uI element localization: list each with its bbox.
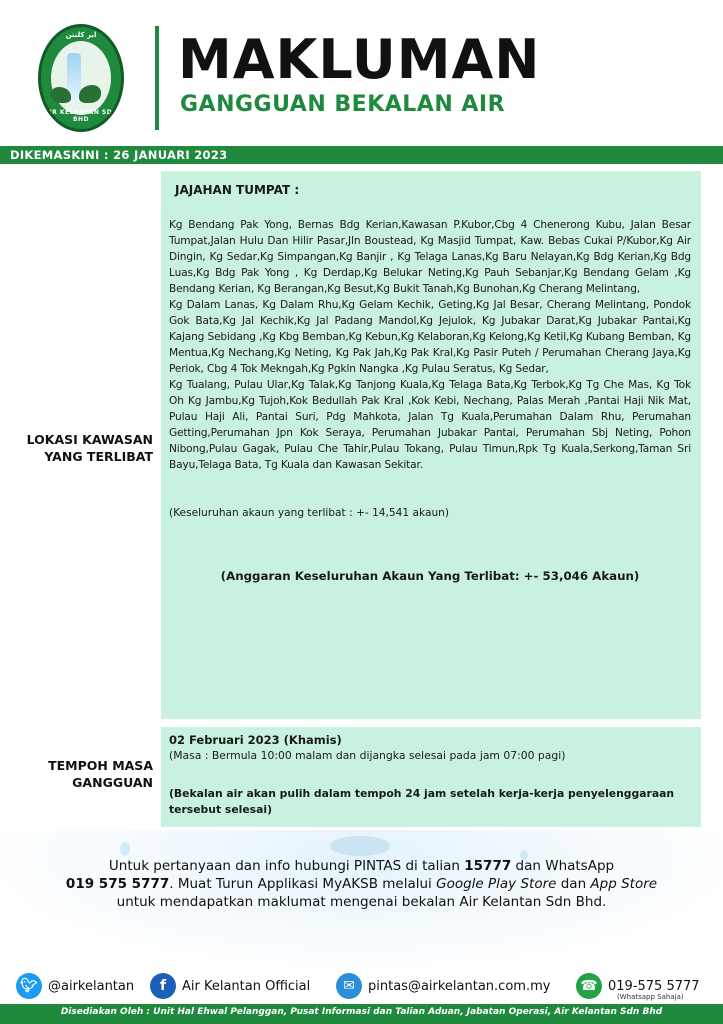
lokasi-paragraph: Kg Tualang, Pulau Ular,Kg Talak,Kg Tanjong Kuala,Kg Telaga Bata,Kg Terbok,Kg Tg Che Mas, Kg Tok Oh Kg Jambu,Kg Tujoh,Kok Bedullah Pak Kral ,Kok Kebi, Nechang, Palas Merah ,Pantai Haji Nik Mat, Pulau Haji Ali, Pantai Suri, Pdg Mahkota, Jalan Tg Kuala,Perumahan Dalam Rhu, Perumahan Getting,Perumahan Jpn Kok Seraya, Perumahan Jubakar Pantai, Perumahan Sbj Neting, Pohon Nibong,Pulau Gagak, Pulau Che Tahir,Pulau Tokang, Pulau Timun,Rpk Tg Kuala,Serkong,Taman Sri Bayu,Telaga Bata, Tg Kuala dan Kawasan Sekitar. — [169, 379, 691, 471]
footer — [0, 1004, 723, 1024]
lokasi-box — [161, 171, 701, 719]
water-drop-icon — [330, 836, 390, 856]
email-address: pintas@airkelantan.com.my — [368, 978, 551, 994]
whatsapp-only-note: (Whatsapp Sahaja) — [617, 993, 684, 1001]
google-play-text: Google Play Store — [436, 876, 557, 892]
tempoh-date: 02 Februari 2023 (Khamis) — [169, 733, 342, 747]
tempoh-note: (Bekalan air akan pulih dalam tempoh 24 jam setelah kerja-kerja penyelenggaraan tersebut selesai) — [169, 787, 675, 816]
label-tempoh: TEMPOH MASA GANGGUAN — [48, 758, 153, 790]
facebook-icon: f — [150, 973, 176, 999]
footer-credit: Disediakan Oleh : Unit Hal Ehwal Pelanggan, Pusat Informasi dan Talian Aduan, Jabatan Operasi, Air Kelantan Sdn Bhd — [60, 1007, 663, 1017]
tempoh-box — [161, 727, 701, 827]
info-text: dan — [556, 876, 591, 892]
app-store-text: App Store — [590, 876, 658, 892]
facebook-name: Air Kelantan Official — [182, 978, 311, 994]
update-bar — [0, 146, 723, 164]
air-kelantan-logo — [38, 24, 124, 132]
updated-date: DIKEMASKINI : 26 JANUARI 2023 — [10, 148, 228, 162]
contact-info — [0, 857, 723, 911]
info-text: . Muat Turun Applikasi MyAKSB melalui — [169, 876, 437, 892]
akaun-total: (Anggaran Keseluruhan Akaun Yang Terlibat: +- 53,046 Akaun) — [220, 569, 640, 583]
info-line-1 — [0, 857, 723, 875]
header — [0, 0, 723, 145]
label-lokasi: LOKASI KAWASAN YANG TERLIBAT — [26, 432, 153, 464]
twitter-icon: 🐦︎ — [16, 973, 42, 999]
email-contact[interactable] — [336, 972, 550, 1000]
twitter-contact[interactable] — [16, 972, 134, 1000]
info-line-3: untuk mendapatkan maklumat mengenai bekalan Air Kelantan Sdn Bhd. — [116, 894, 607, 910]
logo-ring-text: AIR KELANTAN SDN BHD — [44, 109, 118, 123]
lokasi-list — [169, 217, 691, 473]
facebook-contact[interactable] — [150, 972, 310, 1000]
lokasi-paragraph: Kg Bendang Pak Yong, Bernas Bdg Kerian,Kawasan P.Kubor,Cbg 4 Chenerong Kubu, Jalan Besar Tumpat,Jalan Hulu Dan Hilir Pasar,Jln Boustead, Kg Masjid Tumpat, Kaw. Bebas Cukai P/Kubor,Kg Air Dingin, Kg Sedar,Kg Simpangan,Kg Banjir , Kg Telaga Lanas,Kg Baru Nelayan,Kg Bdg Kerian,Kg Bdg Luas,Kg Bdg Pak Yong , Kg Derdap,Kg Belukar Neting,Kg Pauh Sebanjar,Kg Bendang Gelam ,Kg Bendang Kerian, Kg Berangan,Kg Besut,Kg Bukit Tanah,Kg Bunohan,Kg Cherang Melintang, — [169, 219, 691, 295]
water-drop-icon — [120, 842, 130, 856]
page-title: MAKLUMAN — [178, 28, 541, 91]
info-text: dan WhatsApp — [511, 858, 615, 874]
twitter-handle: @airkelantan — [48, 978, 135, 994]
rock-icon — [79, 85, 101, 103]
header-divider — [155, 26, 159, 130]
info-line-2 — [0, 875, 723, 893]
whatsapp-number: 019 575 5777 — [65, 876, 170, 892]
logo-arabic-text: اير کلنتن — [65, 31, 97, 39]
rock-icon — [51, 87, 71, 103]
tempoh-masa: (Masa : Bermula 10:00 malam dan dijangka selesai pada jam 07:00 pagi) — [169, 749, 566, 762]
email-icon: ✉ — [336, 973, 362, 999]
akaun-subtotal: (Keseluruhan akaun yang terlibat : +- 14,541 akaun) — [169, 507, 449, 519]
logo-emblem — [51, 41, 111, 115]
page-subtitle: GANGGUAN BEKALAN AIR — [180, 92, 506, 117]
whatsapp-phone: 019-575 5777 — [608, 978, 700, 994]
pintas-number: 15777 — [464, 858, 512, 874]
contact-bar — [0, 968, 723, 1002]
whatsapp-icon: ☎ — [576, 973, 602, 999]
jajahan-heading: JAJAHAN TUMPAT : — [175, 183, 300, 197]
lokasi-paragraph: Kg Dalam Lanas, Kg Dalam Rhu,Kg Gelam Kechik, Geting,Kg Jal Besar, Cherang Melintang, Pondok Gok Bata,Kg Jal Kechik,Kg Jal Padang Mandol,Kg Jejulok, Kg Jubakar Darat,Kg Jubakar Pantai,Kg Kajang Sebidang ,Kg Kbg Bemban,Kg Kebun,Kg Kelaboran,Kg Kelong,Kg Ketil,Kg Kubang Bemban, Kg Mentua,Kg Nechang,Kg Neting, Kg Pak Jah,Kg Pak Kral,Kg Pasir Puteh / Perumahan Cherang Jaya,Kg Periok, Cbg 4 Tok Mekngah,Kg Pgkln Nangka ,Kg Pulau Seratus, Kg Sedar, — [169, 299, 691, 375]
info-text: Untuk pertanyaan dan info hubungi PINTAS di talian — [108, 858, 465, 874]
